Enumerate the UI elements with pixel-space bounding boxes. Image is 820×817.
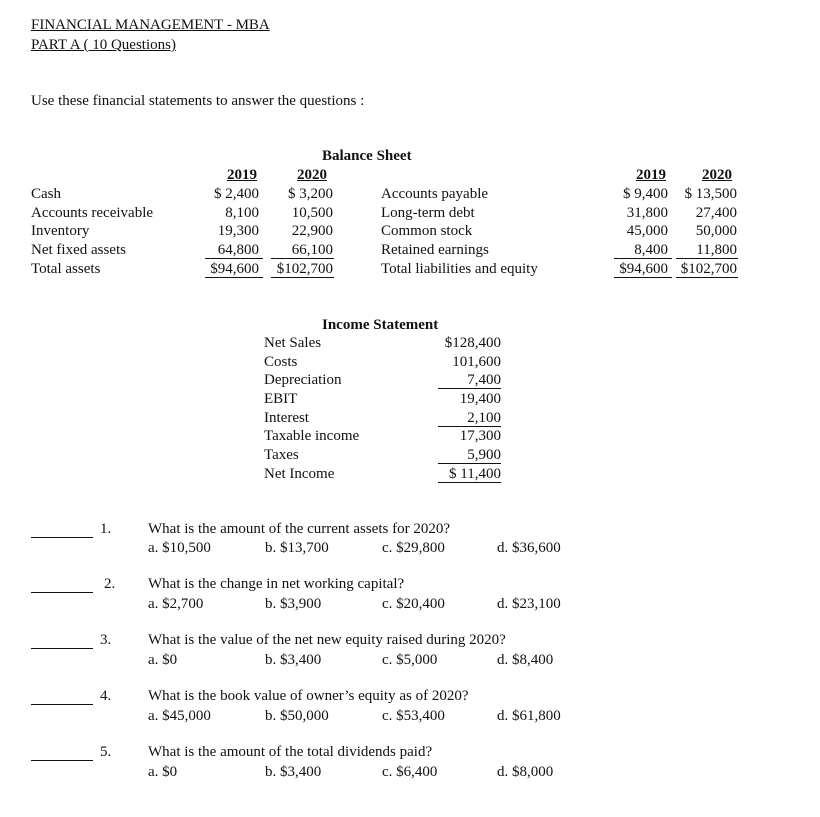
is-label-net-sales: Net Sales	[264, 335, 322, 351]
is-label-ebit: EBIT	[264, 391, 298, 407]
assets-year-2020-header: 2020	[297, 167, 327, 183]
is-label-taxes: Taxes	[264, 447, 299, 463]
answer-blank-3[interactable]	[31, 648, 93, 649]
liab-label-stock: Common stock	[381, 223, 473, 239]
asset-receivable-2020: 10,500	[291, 205, 333, 221]
question-text-1: What is the amount of the current assets for 2020?	[148, 521, 450, 537]
liab-total-2020: $102,700	[680, 261, 737, 277]
question-text-5: What is the amount of the total dividends paid?	[148, 744, 433, 760]
is-value-taxable: 17,300	[459, 428, 501, 444]
liab-stock-2019: 45,000	[626, 223, 668, 239]
is-label-costs: Costs	[264, 354, 298, 370]
liab-payable-2020: $ 13,500	[684, 186, 737, 202]
q4-option-a[interactable]: a. $45,000	[148, 708, 211, 724]
asset-total-rule-2019	[205, 277, 263, 278]
is-rule-depreciation	[438, 388, 501, 389]
is-rule-taxes	[438, 463, 501, 464]
instruction-text: Use these financial statements to answer the questions :	[31, 93, 365, 109]
answer-blank-1[interactable]	[31, 537, 93, 538]
liab-total-rule-2019	[614, 277, 672, 278]
part-title: PART A ( 10 Questions)	[31, 37, 176, 53]
q3-option-d[interactable]: d. $8,400	[497, 652, 554, 668]
question-number-1: 1.	[100, 521, 112, 537]
q2-option-a[interactable]: a. $2,700	[148, 596, 204, 612]
q1-option-b[interactable]: b. $13,700	[265, 540, 329, 556]
is-label-net-income: Net Income	[264, 466, 335, 482]
is-value-taxes: 5,900	[467, 447, 501, 463]
balance-sheet-title: Balance Sheet	[322, 148, 412, 164]
liab-label-total: Total liabilities and equity	[381, 261, 538, 277]
liab-year-2020-header: 2020	[702, 167, 732, 183]
is-value-interest: 2,100	[467, 410, 501, 426]
asset-label-cash: Cash	[31, 186, 61, 202]
liab-stock-2020: 50,000	[695, 223, 737, 239]
question-number-3: 3.	[100, 632, 112, 648]
answer-blank-5[interactable]	[31, 760, 93, 761]
q2-option-b[interactable]: b. $3,900	[265, 596, 322, 612]
liab-retained-2020: 11,800	[696, 242, 737, 258]
liab-debt-2019: 31,800	[626, 205, 668, 221]
asset-fixed-2020: 66,100	[291, 242, 333, 258]
asset-inventory-2019: 19,300	[217, 223, 259, 239]
asset-label-fixed: Net fixed assets	[31, 242, 126, 258]
q1-option-d[interactable]: d. $36,600	[497, 540, 561, 556]
assets-year-2019-header: 2019	[227, 167, 257, 183]
asset-fixed-2019: 64,800	[217, 242, 259, 258]
q3-option-c[interactable]: c. $5,000	[382, 652, 438, 668]
q5-option-a[interactable]: a. $0	[148, 764, 178, 780]
liab-total-rule-2020	[676, 277, 738, 278]
liab-subtotal-rule-2019	[614, 258, 672, 259]
q5-option-c[interactable]: c. $6,400	[382, 764, 438, 780]
is-rule-interest	[438, 426, 501, 427]
liab-retained-2019: 8,400	[634, 242, 668, 258]
liab-label-retained: Retained earnings	[381, 242, 489, 258]
asset-cash-2020: $ 3,200	[288, 186, 333, 202]
liab-label-debt: Long-term debt	[381, 205, 475, 221]
liab-subtotal-rule-2020	[676, 258, 738, 259]
answer-blank-2[interactable]	[31, 592, 93, 593]
question-text-4: What is the book value of owner’s equity as of 2020?	[148, 688, 469, 704]
q1-option-c[interactable]: c. $29,800	[382, 540, 445, 556]
question-text-2: What is the change in net working capital?	[148, 576, 405, 592]
is-label-depreciation: Depreciation	[264, 372, 342, 388]
q4-option-b[interactable]: b. $50,000	[265, 708, 329, 724]
q4-option-c[interactable]: c. $53,400	[382, 708, 445, 724]
is-label-taxable: Taxable income	[264, 428, 360, 444]
is-value-net-sales: $128,400	[444, 335, 501, 351]
asset-inventory-2020: 22,900	[291, 223, 333, 239]
q2-option-c[interactable]: c. $20,400	[382, 596, 445, 612]
liab-payable-2019: $ 9,400	[623, 186, 668, 202]
asset-subtotal-rule-2019	[205, 258, 263, 259]
question-number-4: 4.	[100, 688, 112, 704]
q5-option-d[interactable]: d. $8,000	[497, 764, 554, 780]
income-statement-title: Income Statement	[322, 317, 439, 333]
is-label-interest: Interest	[264, 410, 309, 426]
course-title: FINANCIAL MANAGEMENT - MBA	[31, 17, 270, 33]
asset-label-total: Total assets	[31, 261, 101, 277]
question-text-3: What is the value of the net new equity raised during 2020?	[148, 632, 506, 648]
is-value-depreciation: 7,400	[467, 372, 501, 388]
q3-option-b[interactable]: b. $3,400	[265, 652, 322, 668]
asset-label-receivable: Accounts receivable	[31, 205, 154, 221]
asset-total-rule-2020	[271, 277, 334, 278]
asset-receivable-2019: 8,100	[225, 205, 259, 221]
liab-debt-2020: 27,400	[695, 205, 737, 221]
q1-option-a[interactable]: a. $10,500	[148, 540, 211, 556]
asset-subtotal-rule-2020	[271, 258, 334, 259]
q4-option-d[interactable]: d. $61,800	[497, 708, 561, 724]
is-value-net-income: $ 11,400	[449, 466, 501, 482]
is-value-costs: 101,600	[452, 354, 501, 370]
answer-blank-4[interactable]	[31, 704, 93, 705]
question-number-2: 2.	[104, 576, 116, 592]
asset-total-2020: $102,700	[276, 261, 333, 277]
asset-label-inventory: Inventory	[31, 223, 90, 239]
liab-year-2019-header: 2019	[636, 167, 666, 183]
liab-total-2019: $94,600	[619, 261, 668, 277]
asset-cash-2019: $ 2,400	[214, 186, 259, 202]
liab-label-payable: Accounts payable	[381, 186, 489, 202]
q2-option-d[interactable]: d. $23,100	[497, 596, 561, 612]
asset-total-2019: $94,600	[210, 261, 259, 277]
q3-option-a[interactable]: a. $0	[148, 652, 178, 668]
question-number-5: 5.	[100, 744, 112, 760]
is-value-ebit: 19,400	[459, 391, 501, 407]
is-rule-net-income	[438, 482, 501, 483]
q5-option-b[interactable]: b. $3,400	[265, 764, 322, 780]
